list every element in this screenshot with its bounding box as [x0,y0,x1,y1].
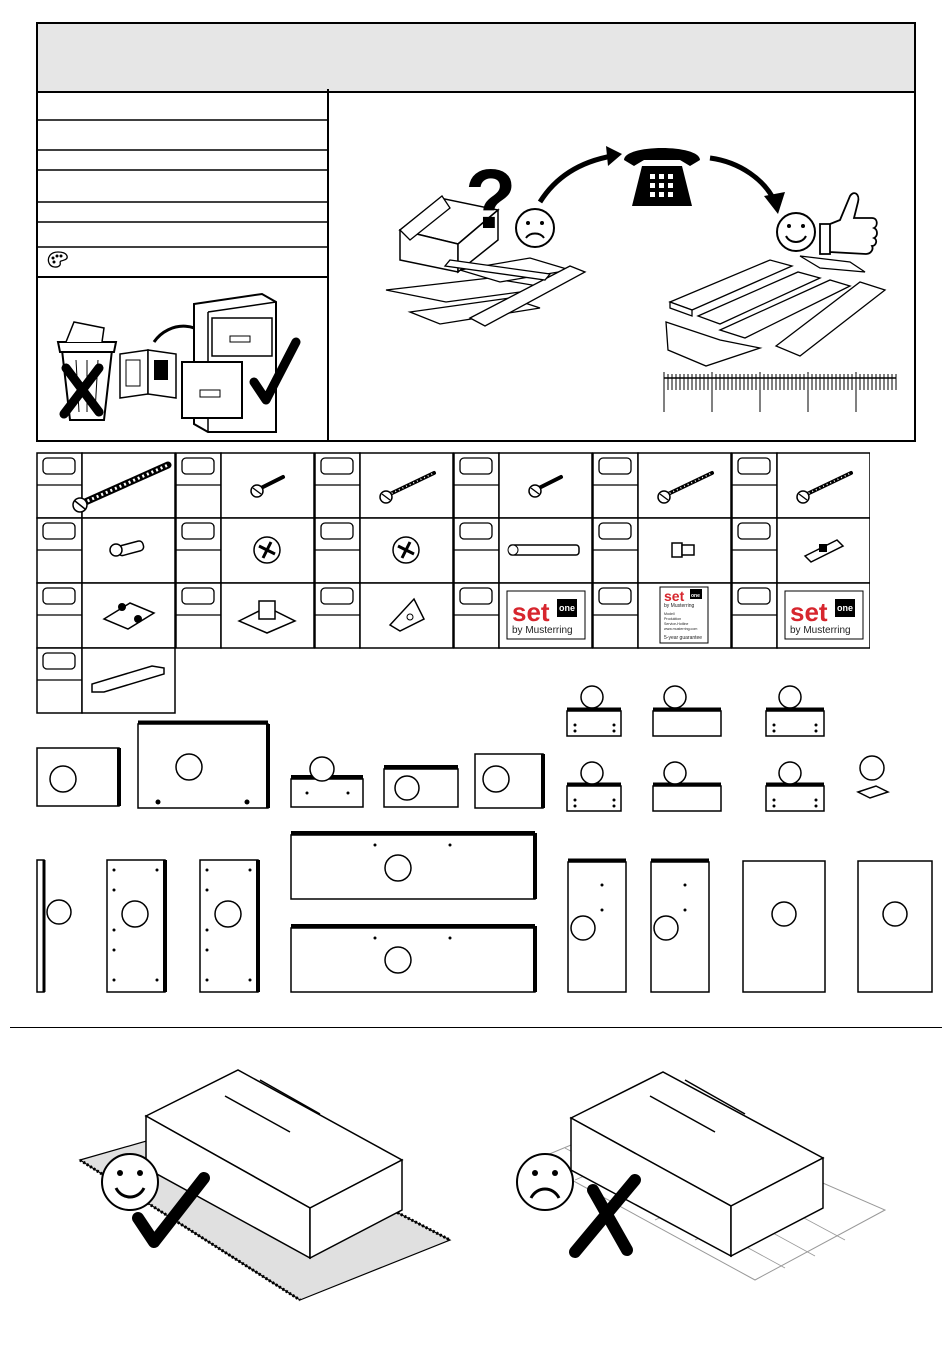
svg-text:set: set [512,597,550,627]
part-number-badge [321,458,353,474]
panel-part [37,748,119,806]
part-number-badge [738,523,770,539]
part-number-badge [43,588,75,604]
question-mark-icon: ? [465,152,517,246]
keep-instructions-illustration [44,290,324,436]
sideboard-icon [146,1070,402,1258]
drawer-part [653,762,721,811]
title-band [36,22,916,93]
panels-layout [30,680,940,1000]
booklet-icon [120,350,176,398]
shelf-pin-icon [672,543,694,557]
part-number-badge [182,458,214,474]
drawer-part [567,686,621,736]
brand-label-icon [507,591,585,639]
fitting-cell [593,518,731,583]
support-illustration [380,140,900,420]
cam-lock-icon [254,537,280,563]
back-panel-part [858,861,932,992]
panel-part [384,767,458,807]
part-number-badge [321,588,353,604]
svg-text:one: one [559,603,576,613]
svg-text:by Musterring: by Musterring [512,625,573,636]
side-panel-part [200,860,258,992]
part-number-badge [43,653,75,669]
palette-icon [46,250,72,270]
thumbs-up-icon [820,193,877,254]
fitting-cell [315,583,453,648]
product-label-icon [660,587,708,643]
fitting-cell [37,583,175,648]
fitting-cell [315,518,453,583]
part-number-badge [460,588,492,604]
fitting-cell [37,518,175,583]
part-number-badge [43,523,75,539]
fitting-cell [315,453,453,518]
fitting-cell [176,518,314,583]
section-divider [10,1027,942,1028]
panel-part [138,722,268,808]
fitting-cell [454,518,592,583]
part-number-badge [738,588,770,604]
fitting-cell [732,453,870,518]
brand-label-icon [785,591,863,639]
svg-text:one: one [837,603,854,613]
fittings-grid [36,452,870,714]
door-part [651,860,709,992]
fitting-cell [732,518,870,583]
panel-part [475,754,543,808]
svg-text:set: set [790,597,828,627]
drawer-part [766,686,824,736]
side-panel-part [37,860,71,992]
svg-text:Produktion: Produktion [664,617,682,621]
filing-cabinet-icon [182,294,276,432]
side-panel-part [107,860,165,992]
happy-face-icon [102,1154,158,1210]
part-number-badge [321,523,353,539]
bottom-panel-part [291,926,535,992]
fitting-cell [732,583,870,648]
fitting-cell [37,453,175,518]
drawer-part [766,762,824,811]
telephone-icon [624,148,700,206]
svg-text:5-year guarantee: 5-year guarantee [664,635,703,641]
cam-lock-icon [393,537,419,563]
part-number-badge [599,458,631,474]
fitting-cell [593,583,731,648]
svg-text:set: set [664,588,685,604]
drawer-part [653,686,721,736]
fitting-cell [176,453,314,518]
happy-face-icon [777,213,815,251]
svg-text:Service-Hotline: Service-Hotline [664,622,689,626]
part-number-badge [182,588,214,604]
svg-text:www.musterring.com: www.musterring.com [664,627,698,631]
svg-text:by Musterring: by Musterring [790,625,851,636]
panel-part [291,757,363,807]
part-number-badge [460,523,492,539]
loose-boards-icon [386,258,585,326]
drawer-part [567,762,621,811]
fitting-cell [454,453,592,518]
fitting-cell [454,583,592,648]
part-number-badge [738,458,770,474]
sad-face-icon [517,1154,573,1210]
svg-text:Modell: Modell [664,612,675,616]
part-number-badge [43,458,75,474]
sorted-boards-icon [666,256,885,366]
part-number-badge [599,523,631,539]
back-panel-part [743,861,825,992]
spacer-part [858,756,888,798]
svg-text:one: one [691,593,700,599]
fitting-cell [176,583,314,648]
assemble-on-carpet-illustration [70,1060,470,1310]
assemble-on-floor-illustration [505,1060,895,1290]
door-part [568,860,626,992]
part-number-badge [182,523,214,539]
sad-face-icon [516,209,554,247]
dowel-icon [508,545,579,555]
part-number-badge [460,458,492,474]
svg-text:by Musterring: by Musterring [664,603,695,609]
top-panel-part [291,833,535,899]
part-number-badge [599,588,631,604]
fitting-cell [593,453,731,518]
